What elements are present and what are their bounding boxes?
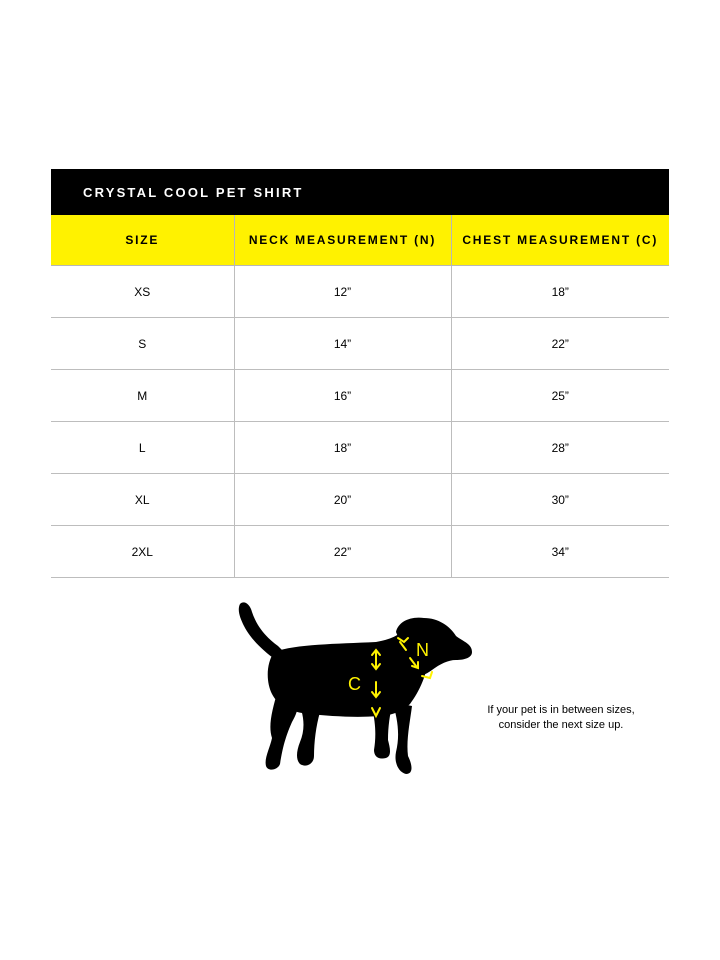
table-row: [51, 474, 669, 526]
chest-cell: 28”: [451, 422, 669, 474]
chest-cell: 34”: [451, 526, 669, 578]
dog-measurement-diagram: [226, 598, 476, 776]
sizing-note: [470, 703, 652, 733]
chest-cell: 30”: [451, 474, 669, 526]
size-cell: 2XL: [51, 526, 234, 578]
size-cell: XS: [51, 266, 234, 318]
neck-cell: 14”: [234, 318, 451, 370]
header-chest: CHEST MEASUREMENT (C): [451, 215, 669, 266]
header-row: [51, 215, 669, 266]
neck-cell: 22”: [234, 526, 451, 578]
neck-cell: 12”: [234, 266, 451, 318]
table-row: [51, 370, 669, 422]
size-cell: L: [51, 422, 234, 474]
table-row: [51, 422, 669, 474]
chart-title: CRYSTAL COOL PET SHIRT: [51, 169, 669, 215]
size-table: [51, 215, 669, 578]
table-row: [51, 318, 669, 370]
header-size: SIZE: [51, 215, 234, 266]
neck-cell: 16”: [234, 370, 451, 422]
size-cell: XL: [51, 474, 234, 526]
chest-label: C: [348, 674, 361, 694]
chest-cell: 22”: [451, 318, 669, 370]
size-cell: S: [51, 318, 234, 370]
header-neck: NECK MEASUREMENT (N): [234, 215, 451, 266]
neck-label: N: [416, 640, 429, 660]
table-row: [51, 526, 669, 578]
size-chart: [51, 169, 669, 578]
size-cell: M: [51, 370, 234, 422]
neck-cell: 20”: [234, 474, 451, 526]
neck-cell: 18”: [234, 422, 451, 474]
sizing-note-line: consider the next size up.: [498, 719, 624, 731]
sizing-note-line: If your pet is in between sizes,: [487, 704, 635, 716]
table-row: [51, 266, 669, 318]
chest-cell: 18”: [451, 266, 669, 318]
chest-cell: 25”: [451, 370, 669, 422]
